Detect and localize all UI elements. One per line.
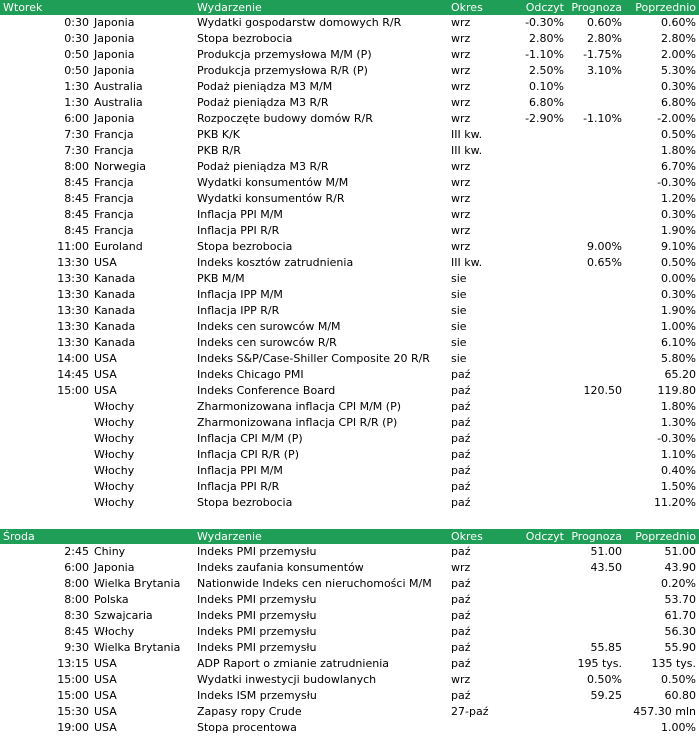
actual-cell: 6.80% — [529, 96, 564, 109]
forecast-cell: 120.50 — [583, 384, 622, 397]
event-cell: Stopa procentowa — [197, 721, 297, 734]
previous-cell: 5.30% — [661, 64, 696, 77]
previous-cell: 5.80% — [661, 352, 696, 365]
previous-cell: 135 tys. — [651, 657, 696, 670]
country-cell: Japonia — [94, 32, 135, 45]
table-row — [0, 191, 699, 207]
time-cell: 14:00 — [57, 352, 89, 365]
period-cell: paź — [451, 464, 471, 477]
previous-cell: 119.80 — [657, 384, 696, 397]
table-row — [0, 383, 699, 399]
previous-cell: 1.90% — [661, 224, 696, 237]
table-row — [0, 720, 699, 736]
event-cell: Inflacja IPP R/R — [197, 304, 280, 317]
event-cell: ADP Raport o zmianie zatrudnienia — [197, 657, 389, 670]
time-cell: 15:00 — [57, 384, 89, 397]
table-row — [0, 79, 699, 95]
event-cell: Indeks zaufania konsumentów — [197, 561, 364, 574]
table-row — [0, 287, 699, 303]
table-row — [0, 367, 699, 383]
time-cell: 8:00 — [64, 593, 89, 606]
country-cell: Francja — [94, 128, 134, 141]
previous-cell: 51.00 — [664, 545, 696, 558]
forecast-cell: -1.10% — [583, 112, 622, 125]
period-cell: wrz — [451, 224, 471, 237]
event-cell: Wydatki inwestycji budowlanych — [197, 673, 377, 686]
table-row — [0, 431, 699, 447]
country-cell: USA — [94, 689, 117, 702]
calendar-section-wednesday — [0, 529, 699, 736]
actual-cell: -2.90% — [525, 112, 564, 125]
time-cell: 0:30 — [64, 32, 89, 45]
country-cell: Norwegia — [94, 160, 147, 173]
table-row — [0, 47, 699, 63]
event-cell: Wydatki konsumentów M/M — [197, 176, 349, 189]
previous-cell: 0.50% — [661, 128, 696, 141]
header-previous: Poprzednio — [635, 1, 696, 14]
event-cell: PKB M/M — [197, 272, 245, 285]
period-cell: wrz — [451, 96, 471, 109]
event-cell: Indeks PMI przemysłu — [197, 545, 317, 558]
table-row — [0, 608, 699, 624]
event-cell: Podaż pieniądza M3 R/R — [197, 96, 329, 109]
country-cell: Francja — [94, 208, 134, 221]
day-label: Środa — [3, 530, 35, 543]
period-cell: wrz — [451, 48, 471, 61]
event-cell: Inflacja CPI M/M (P) — [197, 432, 303, 445]
previous-cell: 6.10% — [661, 336, 696, 349]
forecast-cell: -1.75% — [583, 48, 622, 61]
period-cell: wrz — [451, 208, 471, 221]
time-cell: 8:45 — [64, 208, 89, 221]
header-period: Okres — [451, 1, 483, 14]
country-cell: Japonia — [94, 16, 135, 29]
table-row — [0, 463, 699, 479]
previous-cell: 1.50% — [661, 480, 696, 493]
period-cell: paź — [451, 368, 471, 381]
time-cell: 6:00 — [64, 112, 89, 125]
event-cell: Indeks ISM przemysłu — [197, 689, 317, 702]
previous-cell: 0.30% — [661, 288, 696, 301]
period-cell: paź — [451, 609, 471, 622]
event-cell: Inflacja PPI R/R — [197, 224, 280, 237]
previous-cell: 43.90 — [664, 561, 696, 574]
event-cell: Indeks Conference Board — [197, 384, 336, 397]
time-cell: 15:30 — [57, 705, 89, 718]
previous-cell: 0.50% — [661, 256, 696, 269]
country-cell: USA — [94, 657, 117, 670]
period-cell: paź — [451, 384, 471, 397]
time-cell: 7:30 — [64, 128, 89, 141]
period-cell: III kw. — [451, 144, 483, 157]
event-cell: Podaż pieniądza M3 R/R — [197, 160, 329, 173]
period-cell: sie — [451, 320, 467, 333]
previous-cell: 60.80 — [664, 689, 696, 702]
country-cell: Polska — [94, 593, 129, 606]
previous-cell: 0.20% — [661, 577, 696, 590]
time-cell: 6:00 — [64, 561, 89, 574]
header-forecast: Prognoza — [571, 530, 622, 543]
period-cell: wrz — [451, 160, 471, 173]
period-cell: wrz — [451, 32, 471, 45]
forecast-cell: 51.00 — [590, 545, 622, 558]
country-cell: Włochy — [94, 480, 135, 493]
event-cell: Nationwide Indeks cen nieruchomości M/M — [197, 577, 432, 590]
table-row — [0, 335, 699, 351]
previous-cell: 1.80% — [661, 144, 696, 157]
period-cell: III kw. — [451, 128, 483, 141]
forecast-cell: 0.65% — [587, 256, 622, 269]
forecast-cell: 43.50 — [590, 561, 622, 574]
country-cell: USA — [94, 352, 117, 365]
country-cell: Włochy — [94, 496, 135, 509]
period-cell: wrz — [451, 64, 471, 77]
table-row — [0, 351, 699, 367]
country-cell: Chiny — [94, 545, 126, 558]
previous-cell: 11.20% — [654, 496, 696, 509]
country-cell: Wielka Brytania — [94, 577, 181, 590]
period-cell: wrz — [451, 561, 471, 574]
previous-cell: 9.10% — [661, 240, 696, 253]
previous-cell: 0.40% — [661, 464, 696, 477]
day-label: Wtorek — [3, 1, 43, 14]
time-cell: 13:30 — [57, 256, 89, 269]
period-cell: paź — [451, 496, 471, 509]
time-cell: 13:15 — [57, 657, 89, 670]
country-cell: Włochy — [94, 400, 135, 413]
table-row — [0, 31, 699, 47]
country-cell: Japonia — [94, 64, 135, 77]
time-cell: 0:30 — [64, 16, 89, 29]
country-cell: Francja — [94, 224, 134, 237]
table-row — [0, 159, 699, 175]
previous-cell: 61.70 — [664, 609, 696, 622]
table-row — [0, 127, 699, 143]
table-row — [0, 271, 699, 287]
section-header — [0, 529, 699, 544]
actual-cell: 0.10% — [529, 80, 564, 93]
table-row — [0, 688, 699, 704]
previous-cell: 1.00% — [661, 320, 696, 333]
country-cell: Australia — [94, 80, 143, 93]
country-cell: Szwajcaria — [94, 609, 153, 622]
period-cell: paź — [451, 416, 471, 429]
table-row — [0, 447, 699, 463]
event-cell: Zharmonizowana inflacja CPI R/R (P) — [197, 416, 398, 429]
period-cell: III kw. — [451, 256, 483, 269]
time-cell: 2:45 — [64, 545, 89, 558]
table-row — [0, 560, 699, 576]
country-cell: Australia — [94, 96, 143, 109]
previous-cell: 65.20 — [664, 368, 696, 381]
previous-cell: 0.00% — [661, 272, 696, 285]
actual-cell: 2.80% — [529, 32, 564, 45]
event-cell: Indeks PMI przemysłu — [197, 609, 317, 622]
period-cell: paź — [451, 593, 471, 606]
period-cell: sie — [451, 336, 467, 349]
country-cell: USA — [94, 256, 117, 269]
event-cell: Indeks cen surowców R/R — [197, 336, 337, 349]
country-cell: Japonia — [94, 112, 135, 125]
time-cell: 13:30 — [57, 288, 89, 301]
previous-cell: 0.30% — [661, 80, 696, 93]
period-cell: sie — [451, 288, 467, 301]
country-cell: USA — [94, 705, 117, 718]
actual-cell: 2.50% — [529, 64, 564, 77]
event-cell: Stopa bezrobocia — [197, 32, 293, 45]
actual-cell: -0.30% — [525, 16, 564, 29]
table-row — [0, 111, 699, 127]
country-cell: USA — [94, 673, 117, 686]
time-cell: 8:45 — [64, 192, 89, 205]
previous-cell: 6.80% — [661, 96, 696, 109]
time-cell: 19:00 — [57, 721, 89, 734]
forecast-cell: 0.50% — [587, 673, 622, 686]
time-cell: 14:45 — [57, 368, 89, 381]
time-cell: 8:30 — [64, 609, 89, 622]
period-cell: paź — [451, 432, 471, 445]
table-row — [0, 95, 699, 111]
event-cell: Indeks S&P/Case-Shiller Composite 20 R/R — [197, 352, 430, 365]
event-cell: Inflacja PPI R/R — [197, 480, 280, 493]
previous-cell: -2.00% — [657, 112, 696, 125]
forecast-cell: 195 tys. — [577, 657, 622, 670]
period-cell: paź — [451, 400, 471, 413]
table-row — [0, 239, 699, 255]
time-cell: 7:30 — [64, 144, 89, 157]
time-cell: 11:00 — [57, 240, 89, 253]
event-cell: Indeks PMI przemysłu — [197, 625, 317, 638]
previous-cell: 457.30 mln — [633, 705, 696, 718]
previous-cell: 1.20% — [661, 192, 696, 205]
actual-cell: -1.10% — [525, 48, 564, 61]
table-row — [0, 255, 699, 271]
event-cell: Wydatki konsumentów R/R — [197, 192, 345, 205]
period-cell: paź — [451, 689, 471, 702]
time-cell: 0:50 — [64, 48, 89, 61]
table-row — [0, 576, 699, 592]
period-cell: wrz — [451, 176, 471, 189]
period-cell: paź — [451, 480, 471, 493]
header-event: Wydarzenie — [197, 1, 262, 14]
period-cell: paź — [451, 448, 471, 461]
event-cell: Inflacja PPI M/M — [197, 208, 283, 221]
table-row — [0, 415, 699, 431]
event-cell: Indeks PMI przemysłu — [197, 593, 317, 606]
period-cell: sie — [451, 304, 467, 317]
table-row — [0, 592, 699, 608]
table-row — [0, 63, 699, 79]
event-cell: Inflacja IPP M/M — [197, 288, 283, 301]
time-cell: 0:50 — [64, 64, 89, 77]
period-cell: sie — [451, 272, 467, 285]
previous-cell: 1.30% — [661, 416, 696, 429]
time-cell: 8:45 — [64, 176, 89, 189]
table-row — [0, 175, 699, 191]
previous-cell: 0.30% — [661, 208, 696, 221]
country-cell: USA — [94, 721, 117, 734]
previous-cell: 56.30 — [664, 625, 696, 638]
forecast-cell: 3.10% — [587, 64, 622, 77]
forecast-cell: 9.00% — [587, 240, 622, 253]
time-cell: 8:00 — [64, 577, 89, 590]
period-cell: wrz — [451, 192, 471, 205]
header-forecast: Prognoza — [571, 1, 622, 14]
forecast-cell: 2.80% — [587, 32, 622, 45]
previous-cell: 2.00% — [661, 48, 696, 61]
period-cell: paź — [451, 641, 471, 654]
table-row — [0, 143, 699, 159]
time-cell: 13:30 — [57, 272, 89, 285]
event-cell: Stopa bezrobocia — [197, 496, 293, 509]
event-cell: Zapasy ropy Crude — [197, 705, 302, 718]
time-cell: 8:00 — [64, 160, 89, 173]
period-cell: 27-paź — [451, 705, 489, 718]
event-cell: Rozpoczęte budowy domów R/R — [197, 112, 373, 125]
period-cell: paź — [451, 657, 471, 670]
period-cell: wrz — [451, 673, 471, 686]
time-cell: 13:30 — [57, 320, 89, 333]
time-cell: 8:45 — [64, 224, 89, 237]
event-cell: PKB R/R — [197, 144, 241, 157]
table-row — [0, 399, 699, 415]
country-cell: Włochy — [94, 464, 135, 477]
previous-cell: 0.50% — [661, 673, 696, 686]
header-event: Wydarzenie — [197, 530, 262, 543]
event-cell: PKB K/K — [197, 128, 241, 141]
period-cell: wrz — [451, 80, 471, 93]
country-cell: Kanada — [94, 304, 136, 317]
event-cell: Produkcja przemysłowa M/M (P) — [197, 48, 372, 61]
forecast-cell: 0.60% — [587, 16, 622, 29]
event-cell: Podaż pieniądza M3 M/M — [197, 80, 333, 93]
table-row — [0, 303, 699, 319]
time-cell: 1:30 — [64, 80, 89, 93]
event-cell: Wydatki gospodarstw domowych R/R — [197, 16, 402, 29]
country-cell: Wielka Brytania — [94, 641, 181, 654]
country-cell: Włochy — [94, 448, 135, 461]
table-row — [0, 624, 699, 640]
header-actual: Odczyt — [525, 1, 564, 14]
forecast-cell: 59.25 — [590, 689, 622, 702]
event-cell: Stopa bezrobocia — [197, 240, 293, 253]
country-cell: Francja — [94, 144, 134, 157]
period-cell: paź — [451, 625, 471, 638]
event-cell: Indeks Chicago PMI — [197, 368, 304, 381]
event-cell: Produkcja przemysłowa R/R (P) — [197, 64, 368, 77]
country-cell: Kanada — [94, 320, 136, 333]
forecast-cell: 55.85 — [590, 641, 622, 654]
country-cell: Włochy — [94, 416, 135, 429]
table-row — [0, 479, 699, 495]
table-row — [0, 207, 699, 223]
event-cell: Indeks kosztów zatrudnienia — [197, 256, 354, 269]
country-cell: USA — [94, 368, 117, 381]
previous-cell: 55.90 — [664, 641, 696, 654]
period-cell: sie — [451, 352, 467, 365]
previous-cell: 1.80% — [661, 400, 696, 413]
header-actual: Odczyt — [525, 530, 564, 543]
period-cell: paź — [451, 577, 471, 590]
previous-cell: 0.60% — [661, 16, 696, 29]
previous-cell: 53.70 — [664, 593, 696, 606]
country-cell: Kanada — [94, 336, 136, 349]
country-cell: Kanada — [94, 272, 136, 285]
table-row — [0, 223, 699, 239]
time-cell: 8:45 — [64, 625, 89, 638]
time-cell: 15:00 — [57, 689, 89, 702]
table-row — [0, 495, 699, 511]
table-row — [0, 656, 699, 672]
country-cell: Włochy — [94, 432, 135, 445]
previous-cell: -0.30% — [657, 176, 696, 189]
section-header — [0, 0, 699, 15]
period-cell: wrz — [451, 112, 471, 125]
time-cell: 1:30 — [64, 96, 89, 109]
event-cell: Zharmonizowana inflacja CPI M/M (P) — [197, 400, 401, 413]
country-cell: Włochy — [94, 625, 135, 638]
previous-cell: 1.90% — [661, 304, 696, 317]
event-cell: Indeks cen surowców M/M — [197, 320, 341, 333]
event-cell: Inflacja PPI M/M — [197, 464, 283, 477]
event-cell: Indeks PMI przemysłu — [197, 641, 317, 654]
previous-cell: 1.10% — [661, 448, 696, 461]
table-row — [0, 319, 699, 335]
header-period: Okres — [451, 530, 483, 543]
country-cell: Francja — [94, 192, 134, 205]
time-cell: 9:30 — [64, 641, 89, 654]
country-cell: Japonia — [94, 561, 135, 574]
country-cell: Kanada — [94, 288, 136, 301]
previous-cell: -0.30% — [657, 432, 696, 445]
country-cell: Francja — [94, 176, 134, 189]
table-row — [0, 544, 699, 560]
table-row — [0, 15, 699, 31]
time-cell: 15:00 — [57, 673, 89, 686]
period-cell: wrz — [451, 16, 471, 29]
previous-cell: 6.70% — [661, 160, 696, 173]
table-row — [0, 640, 699, 656]
time-cell: 13:30 — [57, 304, 89, 317]
country-cell: Euroland — [94, 240, 143, 253]
country-cell: Japonia — [94, 48, 135, 61]
header-previous: Poprzednio — [635, 530, 696, 543]
table-row — [0, 672, 699, 688]
event-cell: Inflacja CPI R/R (P) — [197, 448, 299, 461]
previous-cell: 2.80% — [661, 32, 696, 45]
table-row — [0, 704, 699, 720]
time-cell: 13:30 — [57, 336, 89, 349]
period-cell: wrz — [451, 240, 471, 253]
previous-cell: 1.00% — [661, 721, 696, 734]
country-cell: USA — [94, 384, 117, 397]
period-cell: paź — [451, 545, 471, 558]
